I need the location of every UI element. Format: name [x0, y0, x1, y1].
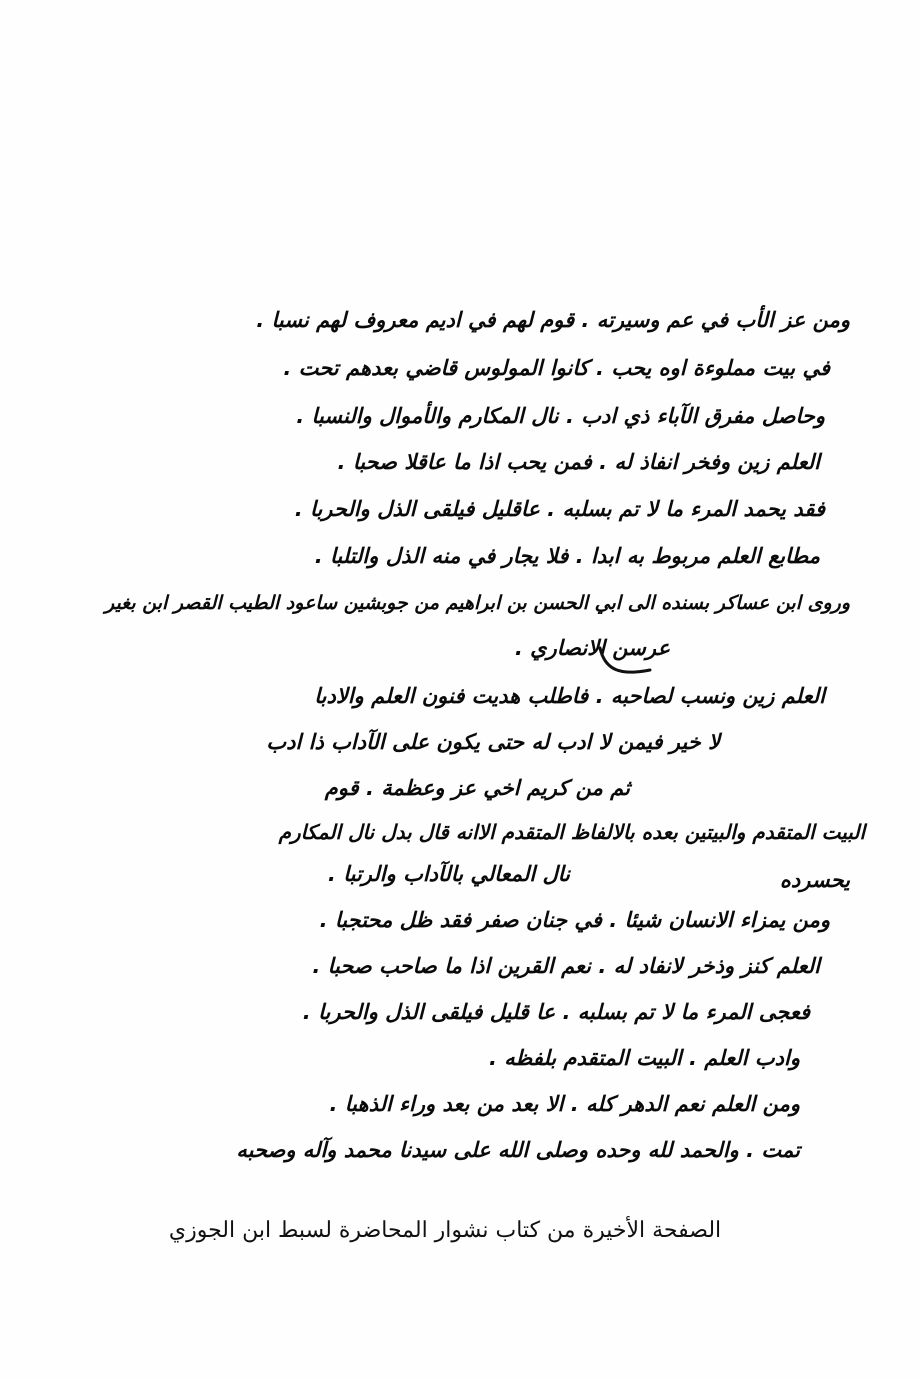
- manuscript-line-10: لا خير فيمن لا ادب له حتى يكون على الآداب ذا ادب: [266, 730, 720, 754]
- manuscript-line-7: وروى ابن عساكر بسنده الى ابي الحسن بن ابراهيم من جوبشين ساعود الطيب القصر ابن بغير: [104, 592, 850, 614]
- manuscript-line-20: تمت . والحمد لله وحده وصلى الله على سيدنا محمد وآله وصحبه: [236, 1138, 800, 1162]
- manuscript-line-6: مطابع العلم مربوط به ابدا . فلا يجار في منه الذل والتلبا .: [314, 544, 820, 568]
- manuscript-line-3: وحاصل مفرق الآباء ذي ادب . نال المكارم والأموال والنسبا .: [296, 404, 825, 428]
- manuscript-line-5: فقد يحمد المرء ما لا تم بسلبه . عاقليل فيلقى الذل والحربا .: [294, 497, 825, 521]
- manuscript-text-block: [104, 290, 865, 1190]
- manuscript-line-19: ومن العلم نعم الدهر كله . الا بعد من بعد وراء الذهبا .: [329, 1092, 800, 1116]
- manuscript-line-15: ومن يمزاء الانسان شيئا . في جنان صفر فقد ظل محتجبا .: [319, 908, 830, 932]
- manuscript-line-8: عرسن الانصاري .: [514, 636, 670, 660]
- manuscript-line-2: في بيت مملوءة اوه يحب . كانوا المولوس قاضي بعدهم تحت .: [283, 356, 830, 380]
- page-caption: الصفحة الأخيرة من كتاب نشوار المحاضرة لسبط ابن الجوزي: [168, 1218, 722, 1243]
- manuscript-line-12: البيت المتقدم والبيتين بعده بالالفاظ المتقدم الاانه قال بدل نال المكارم: [278, 820, 865, 844]
- manuscript-line-4: العلم زين وفخر انفاذ له . فمن يحب اذا ما عاقلا صحبا .: [337, 450, 820, 474]
- manuscript-line-1: ومن عز الأب في عم وسيرته . قوم لهم في اديم معروف لهم نسبا .: [256, 308, 850, 332]
- manuscript-line-18: وادب العلم . البيت المتقدم بلفظه .: [488, 1046, 800, 1070]
- manuscript-line-9: العلم زين ونسب لصاحبه . فاطلب هديت فنون العلم والادبا: [314, 684, 825, 708]
- manuscript-line-17: فعجى المرء ما لا تم بسلبه . عا قليل فيلقى الذل والحربا .: [302, 1000, 810, 1024]
- manuscript-line-14: نال المعالي بالآداب والرتبا .: [327, 862, 570, 886]
- manuscript-line-11: ثم من كريم اخي عز وعظمة . قوم: [324, 776, 630, 800]
- manuscript-line-13: يحسرده: [779, 868, 850, 892]
- pen-flourish-icon: [595, 640, 655, 680]
- manuscript-line-16: العلم كنز وذخر لانفاد له . نعم القرين اذا ما صاحب صحبا .: [312, 954, 820, 978]
